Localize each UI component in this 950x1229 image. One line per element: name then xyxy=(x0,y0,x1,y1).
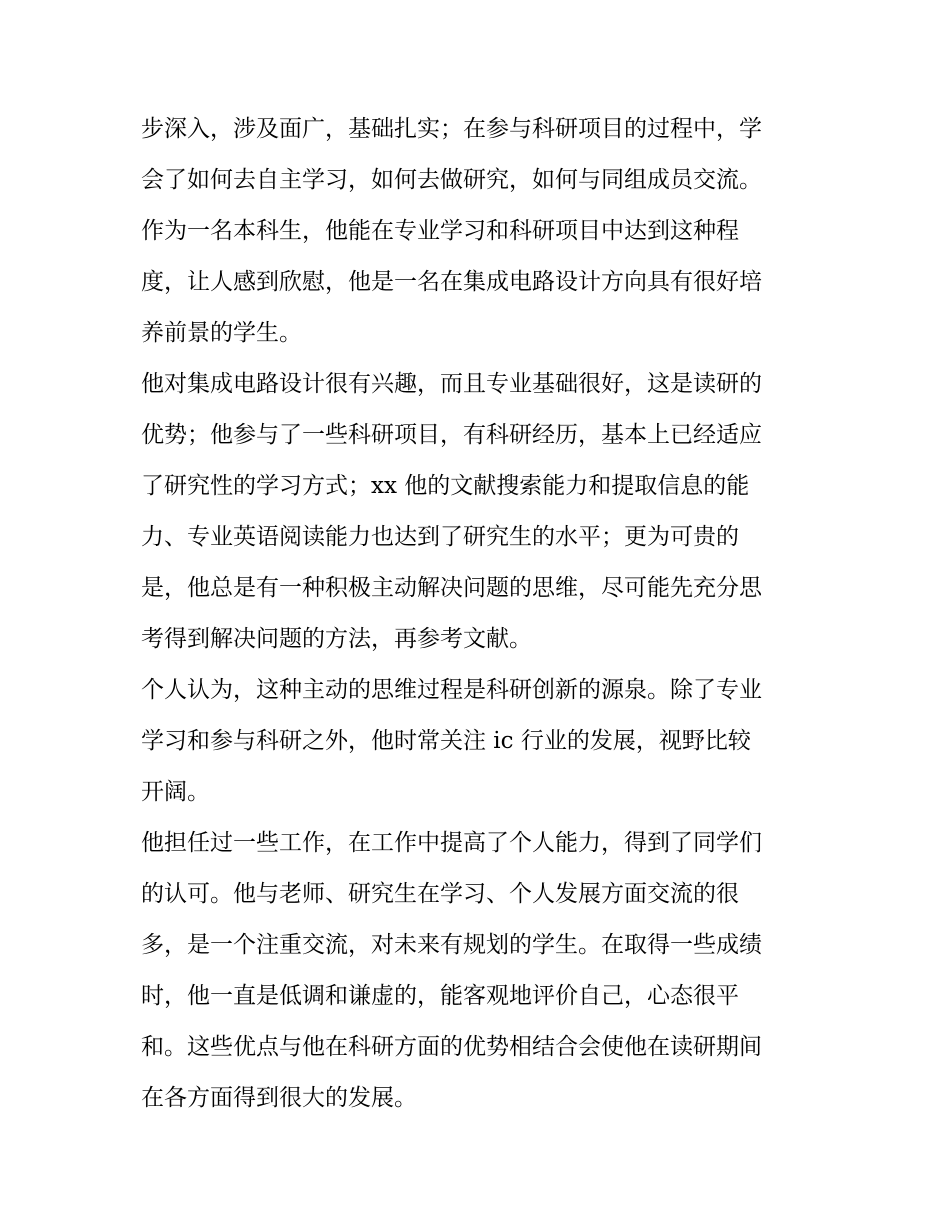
text-line: 的认可。他与老师、研究生在学习、个人发展方面交流的很 xyxy=(141,881,739,907)
text-line: 开阔。 xyxy=(141,779,210,805)
text-line: 步深入，涉及面广，基础扎实；在参与科研项目的过程中，学 xyxy=(141,116,762,142)
text-line: 和。这些优点与他在科研方面的优势相结合会使他在读研期间 xyxy=(141,1034,762,1060)
text-line: 度，让人感到欣慰，他是一名在集成电路设计方向具有很好培 xyxy=(141,269,762,295)
text-line: 养前景的学生。 xyxy=(141,320,302,346)
text-line: 学习和参与科研之外，他时常关注 ic 行业的发展，视野比较 xyxy=(141,728,751,754)
text-line: 力、专业英语阅读能力也达到了研究生的水平；更为可贵的 xyxy=(141,524,739,550)
text-line: 作为一名本科生，他能在专业学习和科研项目中达到这种程 xyxy=(141,218,739,244)
text-line: 多，是一个注重交流，对未来有规划的学生。在取得一些成绩 xyxy=(141,932,762,958)
text-line: 优势；他参与了一些科研项目，有科研经历，基本上已经适应 xyxy=(141,422,762,448)
text-line: 考得到解决问题的方法，再参考文献。 xyxy=(141,626,532,652)
text-line: 了研究性的学习方式；xx 他的文献搜索能力和提取信息的能 xyxy=(141,473,750,499)
text-line: 他担任过一些工作，在工作中提高了个人能力，得到了同学们 xyxy=(141,830,762,856)
text-line: 是，他总是有一种积极主动解决问题的思维，尽可能先充分思 xyxy=(141,575,762,601)
text-line: 时，他一直是低调和谦虚的，能客观地评价自己，心态很平 xyxy=(141,983,739,1009)
text-line: 在各方面得到很大的发展。 xyxy=(141,1085,417,1111)
text-line: 他对集成电路设计很有兴趣，而且专业基础很好，这是读研的 xyxy=(141,371,762,397)
text-line: 个人认为，这种主动的思维过程是科研创新的源泉。除了专业 xyxy=(141,677,762,703)
document-body xyxy=(141,104,821,1124)
text-line: 会了如何去自主学习，如何去做研究，如何与同组成员交流。 xyxy=(141,167,762,193)
